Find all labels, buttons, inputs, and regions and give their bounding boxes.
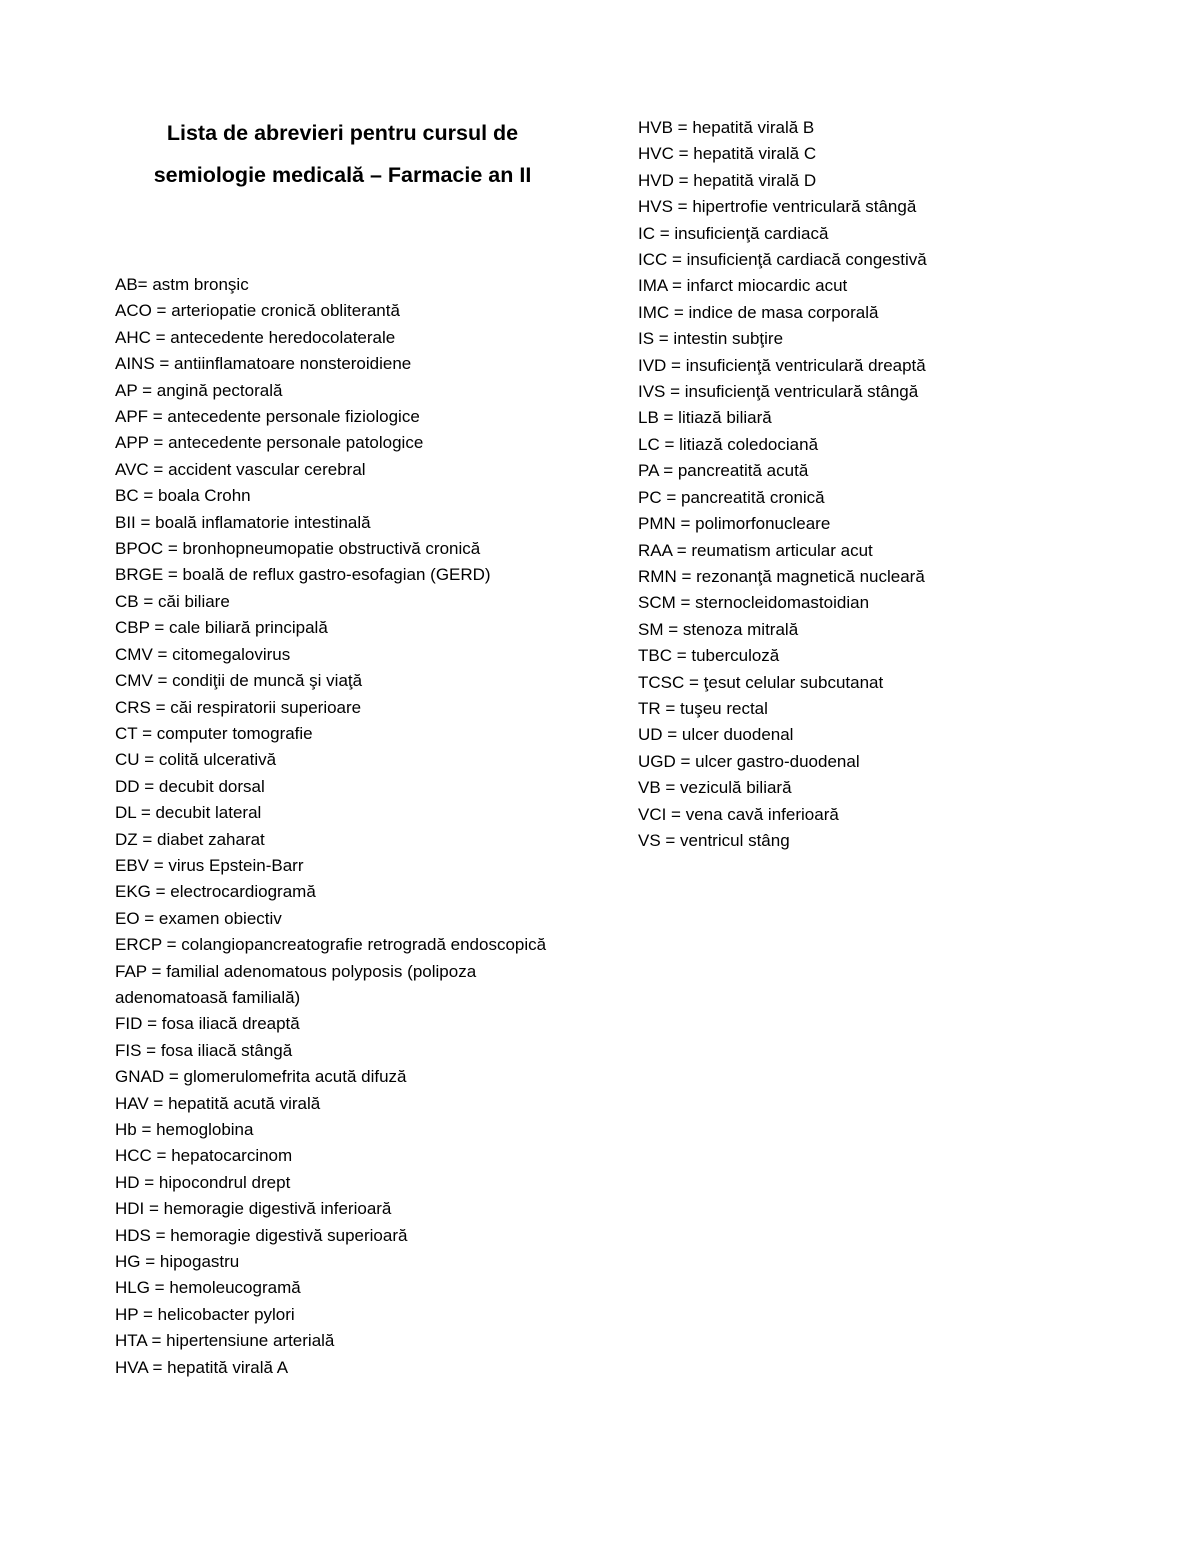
abbreviation-entry: HG = hipogastru <box>115 1252 240 1272</box>
abbreviation-entry: CB = căi biliare <box>115 591 230 611</box>
abbreviation-entry: CRS = căi respiratorii superioare <box>115 697 362 717</box>
abbreviation-entry: HD = hipocondrul drept <box>115 1172 291 1192</box>
abbreviation-entry: DZ = diabet zaharat <box>115 829 265 849</box>
abbreviation-entry: DL = decubit lateral <box>115 803 262 823</box>
abbreviation-entry: SCM = sternocleidomastoidian <box>638 593 870 613</box>
abbreviation-entry: IVD = insuficienţă ventriculară dreaptă <box>638 355 926 375</box>
abbreviation-entry: IC = insuficienţă cardiacă <box>638 223 829 243</box>
abbreviation-entry: HCC = hepatocarcinom <box>115 1146 293 1166</box>
abbreviation-entry: EO = examen obiectiv <box>115 908 282 928</box>
abbreviation-entry: HDS = hemoragie digestivă superioară <box>115 1225 408 1245</box>
document-title <box>110 112 575 196</box>
abbreviation-entry: HLG = hemoleucogramă <box>115 1278 301 1298</box>
abbreviation-entry: SM = stenoza mitrală <box>638 619 799 639</box>
abbreviation-entry: BRGE = boală de reflux gastro-esofagian (GERD) <box>115 565 491 585</box>
abbreviation-entry: CMV = citomegalovirus <box>115 644 291 664</box>
abbreviation-entry: HVS = hipertrofie ventriculară stângă <box>638 197 917 217</box>
abbreviation-entry: CMV = condiţii de muncă şi viaţă <box>115 671 363 691</box>
abbreviation-entry: VB = veziculă biliară <box>638 778 792 798</box>
abbreviation-entry: IS = intestin subţire <box>638 329 784 349</box>
abbreviation-entry: RAA = reumatism articular acut <box>638 540 873 560</box>
abbreviation-entry: HVA = hepatită virală A <box>115 1357 289 1377</box>
abbreviation-entry: BC = boala Crohn <box>115 486 251 506</box>
abbreviation-entry: HAV = hepatită acută virală <box>115 1093 321 1113</box>
abbreviation-entry: VCI = vena cavă inferioară <box>638 804 839 824</box>
abbreviation-entry: LB = litiază biliară <box>638 408 772 428</box>
title-line-2: semiologie medicală – Farmacie an II <box>153 163 532 187</box>
abbreviation-entry: LC = litiază coledociană <box>638 434 819 454</box>
abbreviation-entry: EKG = electrocardiogramă <box>115 882 316 902</box>
abbreviation-entry: AB= astm bronşic <box>115 275 249 294</box>
abbreviation-entry: IVS = insuficienţă ventriculară stângă <box>638 382 919 402</box>
abbreviation-entry: CU = colită ulcerativă <box>115 750 277 770</box>
abbreviation-entry: DD = decubit dorsal <box>115 776 265 796</box>
abbreviation-entry: IMC = indice de masa corporală <box>638 302 879 322</box>
abbreviation-entry: BPOC = bronhopneumopatie obstructivă cronică <box>115 539 481 559</box>
abbreviation-entry: TR = tuşeu rectal <box>638 698 768 718</box>
abbreviation-list-right <box>638 115 1058 854</box>
abbreviation-entry: AHC = antecedente heredocolaterale <box>115 327 396 347</box>
abbreviation-entry: HTA = hipertensiune arterială <box>115 1331 335 1351</box>
abbreviation-entry: EBV = virus Epstein-Barr <box>115 855 304 875</box>
abbreviation-entry: HP = helicobacter pylori <box>115 1304 295 1324</box>
abbreviation-entry: FID = fosa iliacă dreaptă <box>115 1014 300 1034</box>
abbreviation-entry: RMN = rezonanţă magnetică nucleară <box>638 566 925 586</box>
abbreviation-entry: ERCP = colangiopancreatografie retrogradă endoscopică <box>115 935 547 955</box>
abbreviation-entry: PC = pancreatită cronică <box>638 487 825 507</box>
title-line-1: Lista de abrevieri pentru cursul de <box>166 121 519 145</box>
abbreviation-entry: APF = antecedente personale fiziologice <box>115 407 420 427</box>
abbreviation-entry: TBC = tuberculoză <box>638 646 780 666</box>
abbreviation-entry: UGD = ulcer gastro-duodenal <box>638 751 860 771</box>
abbreviation-entry: HDI = hemoragie digestivă inferioară <box>115 1199 392 1219</box>
abbreviation-entry: UD = ulcer duodenal <box>638 725 794 745</box>
abbreviation-entry: CT = computer tomografie <box>115 723 313 743</box>
abbreviation-entry: TCSC = ţesut celular subcutanat <box>638 672 884 692</box>
abbreviation-entry: AVC = accident vascular cerebral <box>115 459 366 479</box>
abbreviation-entry: ICC = insuficienţă cardiacă congestivă <box>638 250 927 270</box>
abbreviation-entry: BII = boală inflamatorie intestinală <box>115 512 371 532</box>
abbreviation-entry: PA = pancreatită acută <box>638 461 809 481</box>
abbreviation-entry: VS = ventricul stâng <box>638 830 790 850</box>
abbreviation-entry: IMA = infarct miocardic acut <box>638 276 848 296</box>
abbreviation-entry: CBP = cale biliară principală <box>115 618 328 638</box>
abbreviation-entry: Hb = hemoglobina <box>115 1120 254 1139</box>
abbreviation-entry: GNAD = glomerulomefrita acută difuză <box>115 1067 407 1087</box>
abbreviation-entry: FIS = fosa iliacă stângă <box>115 1040 293 1060</box>
abbreviation-entry: APP = antecedente personale patologice <box>115 433 424 453</box>
abbreviation-entry: HVC = hepatită virală C <box>638 144 817 164</box>
abbreviation-entry: ACO = arteriopatie cronică obliterantă <box>115 301 400 321</box>
abbreviation-entry: HVB = hepatită virală B <box>638 118 815 137</box>
abbreviation-entry: HVD = hepatită virală D <box>638 170 817 190</box>
abbreviation-entry: AINS = antiinflamatoare nonsteroidiene <box>115 354 412 374</box>
abbreviation-entry: PMN = polimorfonucleare <box>638 514 831 534</box>
abbreviation-entry: AP = angină pectorală <box>115 380 283 400</box>
abbreviation-entry: FAP = familial adenomatous polyposis (polipoza adenomatoasă familială) <box>115 961 477 1007</box>
abbreviation-list-left <box>115 272 555 1381</box>
